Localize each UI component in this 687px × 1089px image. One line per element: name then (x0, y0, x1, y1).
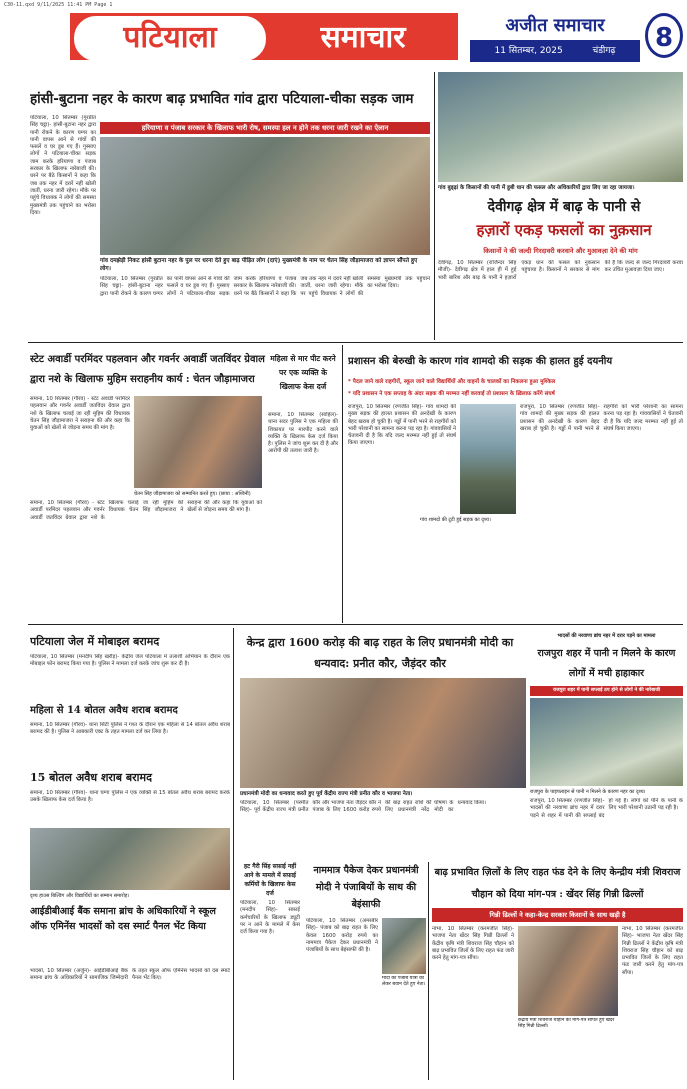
story10-body: राजपुरा, 10 सितम्बर (रणजीत सिंह)- भादसों की नरवाणा ब्रांच नहर में दरार पड़ने से शहर में पानी की सप्लाई बंद हो गई है। लोगों को पीने के पानी के लिए भारी परेशानी उठानी पड़ रही है। (530, 798, 683, 819)
story11-body: भादसों, 10 सितम्बर (अर्जुन)- आईडीबीआई बैंक समाना ब्रांच के अधिकारियों ने सामाजिक जिम्मेदारी के तहत स्कूल ऑफ एमिनेंस भादसों को दस स्मार्ट पैनल भेंट किए। (30, 968, 230, 982)
story5-body-cont: राजपुरा, 10 सितम्बर (रणजीत सिंह)- गांव शामदो की मुख्य सड़क की हालत प्रशासन की अनदेखी के कारण बेहद खराब हो चुकी है। गड्ढों में पानी भरने से राहगीरों को भारी परेशानी का सामना करना पड़ रहा है। गांववासियों ने चेतावनी दी है कि यदि जल्द मरम्मत नहीं हुई तो संघर्ष किया जाएगा। (520, 404, 683, 432)
story5-photo-caption: गांव शामदो की टूटी हुई सड़क का दृश्य। (420, 517, 491, 523)
story12-body: पटियाला, 10 सितम्बर (अमरबीर सिंह)- पंजाब को बाढ़ राहत के लिए केवल 1600 करोड़ रुपये का नाममात्र पैकेज देकर प्रधानमंत्री ने पंजाबियों के साथ बेइंसाफी की है। (306, 918, 378, 954)
story1-body-cont: पटियाला, 10 सितम्बर (गुरप्रीत सिंह चट्ठा)- हांसी-बुटाना नहर द्वारा पानी रोकने के कारण घग्गर का पानी वापस आने से गांवों की फसलें व घर डूब गए हैं। गुस्साए लोगों ने पटियाला-चीका सड़क जाम करके हरियाणा व पंजाब सरकार के खिलाफ नारेबाजी की। धरने पर बैठे किसानों ने कहा कि जब तक नहर में दरारें नहीं खोली जातीं, धरना जारी रहेगा। मौके पर पहुंचे विधायक ने लोगों की समस्या मुख्यमंत्री तक पहुंचाने का भरोसा दिया। (100, 276, 430, 297)
story3-photo-caption: चेतन सिंह जौड़ामाजरा को सम्मानित करते हुए। (छाया : अश्विनी) (134, 491, 251, 497)
story9-photo (240, 678, 526, 788)
story5-headline: प्रशासन की बेरुखी के कारण गांव शामदो की सड़क की हालत हुई दयनीय (348, 356, 613, 367)
story3-photo (134, 396, 262, 488)
story2-subhead: किसानों ने की जल्दी गिरदावरी करवाने और मुआवज़ा देने की मांग (438, 245, 683, 257)
story1-body: पटियाला, 10 सितम्बर (गुरप्रीत सिंह चट्ठा)- हांसी-बुटाना नहर द्वारा पानी रोकने के कारण घग्गर का पानी वापस आने से गांवों की फसलें व घर डूब गए हैं। गुस्साए लोगों ने पटियाला-चीका सड़क जाम करके हरियाणा व पंजाब सरकार के खिलाफ नारेबाजी की। धरने पर बैठे किसानों ने कहा कि जब तक नहर में दरारें नहीं खोली जातीं, धरना जारी रहेगा। मौके पर पहुंचे विधायक ने लोगों की समस्या मुख्यमंत्री तक पहुंचाने का भरोसा दिया। (30, 115, 96, 216)
story5-photo (460, 404, 516, 514)
story8-photo-caption: दृश्य हाउस बिल्डिंग और विद्यार्थियों का सम्मान समारोह। (30, 893, 130, 899)
masthead-city: पटियाला (74, 16, 266, 61)
story1-photo-caption: गांव दमझेड़ी निकट हांसी बुटाना नहर के पुल पर धरना देते हुए बाढ़ पीड़ित लोग (दाएं) मुख्यमंत्री के नाम पर चेतन सिंह जौड़ामाजरा को ज्ञापन सौंपते हुए लोग। (100, 258, 418, 272)
print-slug: C30-11.qxd 9/11/2025 11:41 PM Page 1 (4, 2, 113, 8)
story2-body: देवीगढ़, 10 सितम्बर (राजिन्दर सिंह मौजी)- देवीगढ़ क्षेत्र में हाल ही में हुई भारी बारिश और बाढ़ के पानी ने हज़ारों एकड़ धान की फसल को नुकसान पहुंचाया है। किसानों ने सरकार से मांग की है कि जल्द से जल्द गिरदावरी करवा कर उचित मुआवज़ा दिया जाए। (438, 260, 683, 281)
story4-headline: महिला से मार पीट करने पर एक व्यक्ति के खिलाफ केस दर्ज (270, 354, 336, 391)
story13-photo (518, 926, 618, 1016)
story9-headline: केन्द्र द्वारा 1600 करोड़ की बाढ़ राहत के लिए प्रधानमंत्री मोदी का धन्यवाद: प्रनीत कौर, जैड़ंदर कौर (246, 636, 514, 670)
story13-photo-caption: केंद्रीय मंत्री शिवराज चौहान को मांग-पत्र सौंपते हुए खेंदर सिंह गिन्नी ढिल्लों। (518, 1018, 615, 1029)
story10-photo (530, 698, 683, 786)
divider (28, 342, 683, 343)
story1-photo (100, 137, 430, 255)
divider (434, 72, 435, 340)
place: चंडीगढ़ (592, 46, 616, 56)
divider (28, 624, 683, 625)
story2-headline-line2: हज़ारों एकड़ फसलों का नुक़सान (476, 221, 652, 239)
story14-headline: हट गैरी सिंह सफ़ाई नहीं आने के मामले में सफ़ाई कर्मियों के खिलाफ केस दर्ज (244, 863, 296, 897)
story8-body: समाना, 10 सितम्बर (गौरव)- थाना घग्गा पुलिस ने एक व्यक्ति से 15 बोतल अवैध शराब बरामद करके उसके खिलाफ केस दर्ज किया है। (30, 790, 230, 804)
story9-photo-caption: प्रधानमंत्री मोदी का धन्यवाद करते हुए पूर्व केंद्रीय राज्य मंत्री प्रनीत कौर व भाजपा नेता। (240, 791, 413, 797)
page-number: 8 (645, 13, 683, 58)
story2-photo (438, 72, 683, 182)
story5-body: राजपुरा, 10 सितम्बर (रणजीत सिंह)- गांव शामदो की मुख्य सड़क की हालत प्रशासन की अनदेखी के कारण बेहद खराब हो चुकी है। गड्ढों में पानी भरने से राहगीरों को भारी परेशानी का सामना करना पड़ रहा है। गांववासियों ने चेतावनी दी है कि यदि जल्द मरम्मत नहीं हुई तो संघर्ष किया जाएगा। (348, 404, 456, 447)
story10-kicker: राजपुरा शहर में पानी सप्लाई ठप होने से लोगों ने की नारेबाजी (530, 686, 683, 696)
story7-body: समाना, 10 सितम्बर (गौरव)- थाना सिटी पुलिस ने गश्त के दौरान एक महिला से 14 बोतल अवैध शराब बरामद की है। पुलिस ने आबकारी एक्ट के तहत मामला दर्ज कर लिया है। (30, 722, 230, 736)
story11-headline: आईडीबीआई बैंक समाना ब्रांच के अधिकारियों ने स्कूल ऑफ एमिनेंस भादसों को दस स्मार्ट पैनल भेंट किया (30, 906, 216, 932)
story3-body-cont: समाना, 10 सितम्बर (गौरव) - स्टेट अवार्डी परमिंदर पहलवान और गवर्नर अवार्डी जतविंदर ग्रेवाल द्वारा नशे के खिलाफ चलाई जा रही मुहिम की विधायक चेतन सिंह जौड़ामाजरा ने सराहना की और कहा कि युवाओं को खेलों से जोड़ना समय की मांग है। (30, 500, 262, 521)
story3-headline-line2: द्वारा नशे के खिलाफ मुहिम सराहनीय कार्य : चेतन जौड़ामाजरा (30, 374, 255, 385)
story3-body: समाना, 10 सितम्बर (गौरव) - स्टेट अवार्डी परमिंदर पहलवान और गवर्नर अवार्डी जतविंदर ग्रेवाल द्वारा नशे के खिलाफ चलाई जा रही मुहिम की विधायक चेतन सिंह जौड़ामाजरा ने सराहना की और कहा कि युवाओं को खेलों से जोड़ना समय की मांग है। (30, 396, 130, 432)
dateline (470, 40, 640, 62)
story12-photo-caption: मोदी की पंजाब यात्रा को लेकर बयान देते हुए नेता। (382, 976, 426, 987)
story8-headline: 15 बोतल अवैध शराब बरामद (30, 771, 152, 784)
story7-headline: महिला से 14 बोतल अवैध शराब बरामद (30, 705, 178, 716)
story14-body: पटियाला, 10 सितम्बर (मनदीप सिंह)- सफ़ाई कर्मचारियों के खिलाफ ड्यूटी पर न आने के मामले में केस दर्ज किया गया है। (240, 900, 300, 936)
divider (342, 345, 343, 623)
story2-photo-caption: गांव बुड्ढ़ां के किसानों की पानी में डूबी धान की फसल और अधिकारियों द्वारा लिए जा रहा जायजा। (438, 185, 635, 191)
story6-headline: पटियाला जेल में मोबाइल बरामद (30, 635, 160, 648)
story12-headline: नाममात्र पैकेज देकर प्रधानमंत्री मोदी ने पंजाबियों के साथ की बेइंसाफी (313, 865, 419, 910)
story5-subhead-2: * यदि प्रशासन ने एक सप्ताह के अंदर सड़क की मरम्मत नहीं करवाई तो प्रशासन के ख़िलाफ़ करेंगे संघर्ष (348, 391, 555, 397)
divider (233, 628, 234, 1080)
story13-subhead: गिन्नी ढिल्लों ने कहा-केन्द्र सरकार किसानों के साथ खड़ी है (432, 908, 683, 922)
masthead-word: समाचार (320, 20, 406, 55)
story8-photo (30, 828, 230, 890)
divider (428, 862, 429, 1080)
story10-tag: भादसों की नरवाणा ब्रांच नहर में दरार पड़ने का मामला (530, 630, 683, 642)
date: 11 सितम्बर, 2025 (494, 46, 563, 56)
paper-name: अजीत समाचार (505, 15, 605, 36)
story1-kicker: हरियाणा व पंजाब सरकार के खिलाफ भारी रोष, समस्या हल न होने तक धरना जारी रखने का ऐलान (100, 122, 430, 134)
story4-body: समाना, 10 सितम्बर (साहिल)- थाना सदर पुलिस ने एक महिला की शिकायत पर मारपीट करने वाले व्यक्ति के खिलाफ केस दर्ज किया है। पुलिस ने जांच शुरू कर दी है और आरोपी की तलाश जारी है। (268, 412, 338, 455)
story3-headline-line1: स्टेट अवार्डी परमिंदर पहलवान और गवर्नर अवार्डी जतविंदर ग्रेवाल (30, 354, 265, 365)
story13-headline: बाढ़ प्रभावित ज़िलों के लिए राहत फंड देने के लिए केन्द्रीय मंत्री शिवराज चौहान को दिया मांग-पत्र : खेंदर सिंह गिन्नी ढिल्लों (434, 867, 681, 900)
story6-body: पटियाला, 10 सितम्बर (मनदीप सिंह खरौड़)- केंद्रीय जेल पटियाला में तलाशी अभियान के दौरान एक मोबाइल फोन बरामद किया गया है। पुलिस ने मामला दर्ज करके जांच शुरू कर दी है। (30, 654, 230, 668)
story9-body: पटियाला, 10 सितम्बर (परमीत सिंह)- पूर्व केंद्रीय राज्य मंत्री प्रनीत कौर और भाजपा नेता जैड़ंदर कौर ने पंजाब के लिए 1600 करोड़ रुपये की बाढ़ राहत राशि की घोषणा के लिए प्रधानमंत्री नरेंद्र मोदी का धन्यवाद किया। (240, 800, 487, 814)
story13-body-cont: नाभा, 10 सितम्बर (करमजीत सिंह)- भाजपा नेता खेंदर सिंह गिन्नी ढिल्लों ने केंद्रीय कृषि मंत्री शिवराज सिंह चौहान को बाढ़ प्रभावित जिलों के लिए राहत फंड जारी करने हेतु मांग-पत्र सौंपा। (622, 926, 683, 976)
story13-body: नाभा, 10 सितम्बर (करमजीत सिंह)- भाजपा नेता खेंदर सिंह गिन्नी ढिल्लों ने केंद्रीय कृषि मंत्री शिवराज सिंह चौहान को बाढ़ प्रभावित जिलों के लिए राहत फंड जारी करने हेतु मांग-पत्र सौंपा। (432, 926, 514, 962)
story2-headline-line1: देवीगढ़ क्षेत्र में बाढ़ के पानी से (487, 199, 641, 215)
story12-photo (382, 918, 426, 974)
story10-photo-caption: राजपुरा के पाइपलाइन से पानी न मिलने के कारण नहर का दृश्य। (530, 789, 646, 795)
story5-subhead-1: * पैदल जाने वाले राहगीरों, स्कूल जाने वाले विद्यार्थियों और वाहनों के चालकों का निकलना हुआ मुश्किल (348, 379, 556, 385)
story10-headline: राजपुरा शहर में पानी न मिलने के कारण लोगों में मची हाहाकार (537, 648, 676, 679)
story1-headline: हांसी-बुटाना नहर के कारण बाढ़ प्रभावित गांव द्वारा पटियाला-चीका सड़क जाम (30, 91, 414, 107)
